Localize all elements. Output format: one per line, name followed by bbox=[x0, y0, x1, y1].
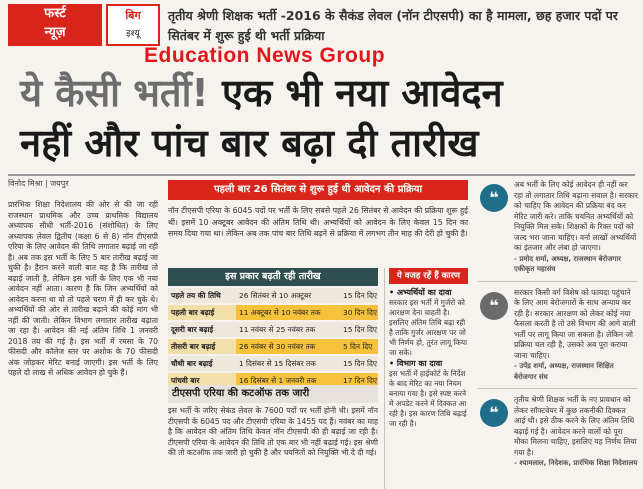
left-article-body: प्रारंभिक शिक्षा निदेशालय की ओर से की जा रही राजस्थान प्राथमिक और उच्च प्राथमिक विद्यालय अध्यापक सीधी भर्ती-2016 (संशोधित) के लिए अध्यापक लेवल द्वितीय (कक्षा 6 से 8) नॉन टीएसपी एरिया के लिए आवेदन की तिथि लगातार बढ़ाई जा रही है। अब तक इस भर्ती के लिए 5 बार तारीख बढ़ाई जा चुकी है। हैरान करने वाली बात यह है कि तारीख तो बढ़ाई जाती है, लेकिन इस भर्ती के लिए एक भी नया आवेदन नहीं आता। कारण है कि जिन अभ्यर्थियों को आवेदन करना था वो तो पहले चरण में ही कर चुके थे। अभ्यर्थियों की ओर से तारीख बढ़ाने की कोई मांग भी नहीं की जाती। लेकिन विभाग लगातार तारीख बढ़ाता जा रहा है। आवेदन की नई अंतिम तिथि 1 जनवरी 2018 तय की गई है। इस भर्ती में रमसा के 70 फीसदी और कॉलेज स्तर पर अशोक के 70 फीसदी अंक जोड़कर मेरिट बनाई जाएगी। इस भर्ती के लिए पहले दो लाख से अधिक आवेदन हो चुके हैं। bbox=[8, 200, 158, 377]
table-row bbox=[168, 356, 378, 371]
row-range: 11 नवंबर से 25 नवंबर तक bbox=[236, 322, 340, 337]
headline-part1: ये कैसी भर्ती! bbox=[20, 71, 209, 115]
headline-line1 bbox=[20, 70, 640, 116]
quote-card bbox=[478, 180, 638, 275]
divider bbox=[478, 388, 638, 389]
section2-title: टीएसपी एरिया की कटऑफ तक जारी bbox=[168, 385, 378, 403]
reasons-sub1: • अभ्यर्थियों का दावा bbox=[389, 288, 452, 297]
tag-line1: बिग bbox=[125, 9, 141, 22]
quote-icon: ❝ bbox=[480, 399, 508, 427]
row-label: पहली बार बढ़ाई bbox=[168, 305, 236, 320]
right-column bbox=[478, 180, 638, 489]
reasons-text2: इस भर्ती में हाईकोर्ट के निर्देश के बाद मेरिट का नया नियम बनाया गया है। इसे स्पष्ट करने में अपडेट करने में दिक्कत आ रही है। इस कारण तिथि बढ़ाई जा रही है। bbox=[389, 369, 467, 428]
headline-line2: नहीं और पांच बार बढ़ा दी तारीख bbox=[20, 121, 479, 165]
quote-text: अब भर्ती के लिए कोई आवेदन ही नहीं कर रहा तो लगातार तिथि बढ़ाना सवाल है। सरकार को चाहिए कि आवेदन की प्रक्रिया बंद कर मेरिट जारी करे। ताकि चयनित अभ्यर्थियों को नियुक्ति मिल सके। शिक्षकों के रिक्त पदों को जल्द भरा जाना चाहिए। वर्ना लाखों अभ्यर्थियों का इंतजार और लंबा हो जाएगा। bbox=[514, 180, 638, 252]
row-label: तीसरी बार बढ़ाई bbox=[168, 339, 236, 354]
table-row bbox=[168, 288, 378, 303]
watermark-text: Education News Group bbox=[144, 44, 386, 67]
section-tag bbox=[106, 4, 160, 46]
row-days: 15 दिन दिए bbox=[340, 288, 378, 303]
table-row bbox=[168, 339, 378, 354]
reasons-box bbox=[384, 268, 468, 489]
row-days: 5 दिन दिए bbox=[340, 339, 378, 354]
reasons-header: ये वजह रहें हैं कारण bbox=[389, 268, 468, 284]
row-range: 26 नवंबर से 30 नवंबर तक bbox=[236, 339, 340, 354]
row-range: 11 अक्टूबर से 10 नवंबर तक bbox=[236, 305, 340, 320]
divider bbox=[478, 281, 638, 282]
row-range: 16 दिसंबर से 1 जनवरी तक bbox=[236, 373, 340, 388]
row-days: 15 दिन दिए bbox=[340, 322, 378, 337]
quote-signature: - उपेंद्र शर्मा, अध्यक्ष, राजस्थान शिक्षित बेरोजगार संघ bbox=[514, 362, 614, 381]
brand-line1: फर्स्ट bbox=[44, 6, 66, 21]
divider bbox=[8, 174, 635, 176]
quote-card bbox=[478, 288, 638, 383]
row-days: 17 दिन दिए bbox=[340, 373, 378, 388]
brand-line2: न्यूज़ bbox=[44, 25, 66, 40]
quote-card bbox=[478, 395, 638, 469]
row-label: चौथी बार बढ़ाई bbox=[168, 356, 236, 371]
row-label: पांचवी बार bbox=[168, 373, 236, 388]
table-row bbox=[168, 305, 378, 320]
quote-icon: ❝ bbox=[480, 184, 508, 212]
reasons-text1: सरकार इस भर्ती में गुर्जरों को आरक्षण देना चाहती है। इसलिए अंतिम तिथि बढ़ा रही है ताकि गुर्जर आरक्षण पर जो भी निर्णय हो, तुरंत लागू किया जा सके। bbox=[389, 298, 468, 357]
dates-table-header: इस प्रकार बढ़ती रही तारीख bbox=[168, 268, 378, 286]
quote-text: सरकार किसी वर्ग विशेष को फायदा पहुंचाने के लिए आम बेरोजगारों के साथ अन्याय कर रही है। सरकार आरक्षण को लेकर कोई नया फैसला करती है तो उसे विभाग की आगे वाली भर्ती पर लागू किया जा सकता है। लेकिन जो प्रक्रिया चल रही है, उसको अब पूरा कराया जाना चाहिए। bbox=[514, 287, 636, 360]
intro-paragraph: नॉन टीएसपी एरिया के 6045 पदों पर भर्ती के लिए सबसे पहले 26 सितंबर से आवेदन की प्रक्रिया शुरू हुई थी। इसमें 10 अक्टूबर आवेदन की अंतिम तिथि थी। अभ्यर्थियों को आवेदन के लिए केवल 15 दिन का समय दिया गया था। लेकिन अब तक पांच बार तिथि बढ़ने से प्रक्रिया में लगभग तीन माह की देरी हो चुकी है। bbox=[168, 206, 468, 238]
kicker-text: तृतीय श्रेणी शिक्षक भर्ती -2016 के सैकंड लेवल (नॉन टीएसपी) का है मामला, छह हजार पदों पर सितंबर में शुरू हुई थी भर्ती प्रक्रिया bbox=[168, 8, 618, 43]
row-label: पहले तय की तिथि bbox=[168, 288, 236, 303]
red-banner: पहली बार 26 सितंबर से शुरू हुई थी आवेदन की प्रक्रिया bbox=[168, 180, 468, 200]
section2-body: इस भर्ती के जरिए सेकंड लेवल के 7600 पदों पर भर्ती होनी थी। इसमें नॉन टीएसपी के 6045 पद और टीएसपी एरिया के 1455 पद हैं। नवंबर का माह है कि आवेदन की अंतिम तिथि केवल नॉन टीएसपी की ही बढ़ाई जा रही है। टीएसपी एरिया के आवेदन की तिथि तो एक बार भी नहीं बढ़ाई गई। इस श्रेणी की तो कटऑफ तक जारी हो चुकी है और चयनितों को नियुक्ति भी दे दी गई। bbox=[168, 406, 378, 457]
row-range: 26 सितंबर से 10 अक्टूबर bbox=[236, 288, 340, 303]
quote-icon: ❝ bbox=[480, 292, 508, 320]
row-days: 15 दिन दिए bbox=[340, 356, 378, 371]
row-label: दूसरी बार बढ़ाई bbox=[168, 322, 236, 337]
quote-signature: - श्यामलाल, निदेशक, प्रारंभिक शिक्षा निदेशालय bbox=[514, 459, 638, 467]
reasons-sub2: • विभाग का दावा bbox=[389, 359, 443, 368]
byline: विनोद मिश्रा | जयपुर bbox=[8, 179, 69, 188]
quote-text: तृतीय श्रेणी शिक्षक भर्ती के नए प्रावधान को लेकर सॉफ्टवेयर में कुछ तकनीकी दिक्कत आई थी। इसे ठीक करने के लिए अंतिम तिथि बढ़ाई गई है। आवेदन करने वालों को पूरा मौका मिलना चाहिए, इसलिए यह निर्णय लिया गया है। bbox=[514, 395, 637, 457]
row-range: 1 दिसंबर से 15 दिसंबर तक bbox=[236, 356, 340, 371]
dates-table bbox=[168, 288, 378, 390]
quote-signature: - प्रमोद शर्मा, अध्यक्ष, राजस्थान बेरोजगार एकीकृत महासंघ bbox=[514, 254, 622, 273]
row-days: 30 दिन दिए bbox=[340, 305, 378, 320]
table-row bbox=[168, 322, 378, 337]
tag-line2: इश्यू bbox=[126, 29, 140, 39]
brand-logo bbox=[8, 4, 102, 46]
headline-part2: एक भी नया आवेदन bbox=[208, 71, 503, 115]
